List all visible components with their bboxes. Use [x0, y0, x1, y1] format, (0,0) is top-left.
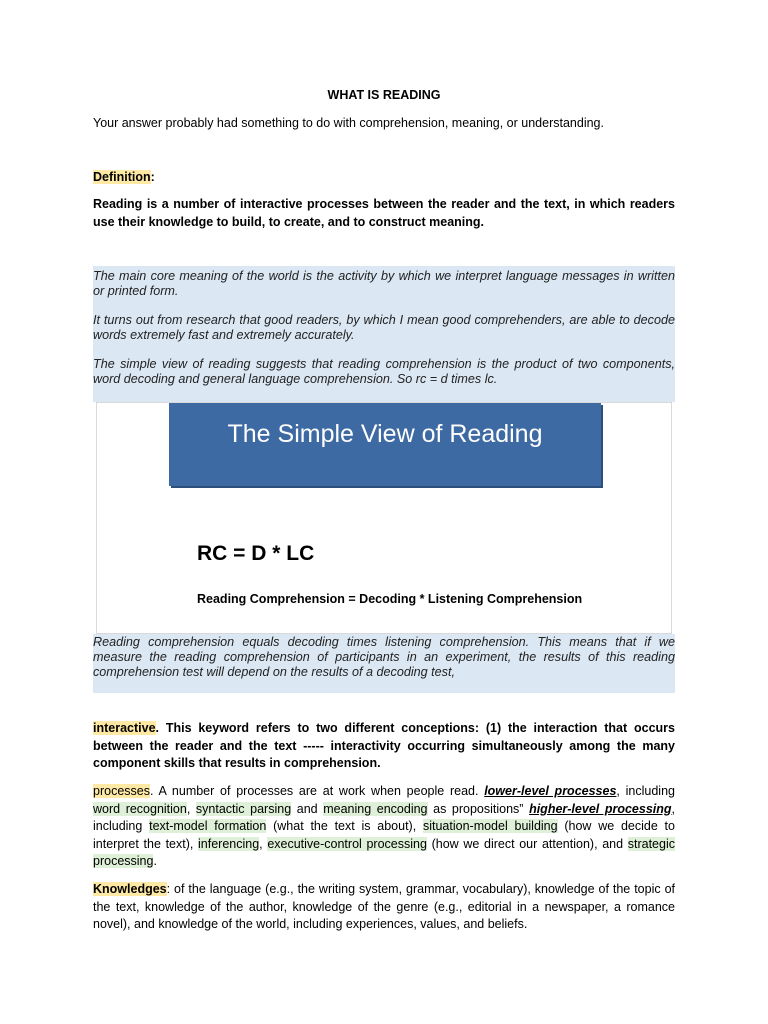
- processes-text-9: ,: [259, 836, 268, 851]
- definition-label: Definition: [93, 170, 151, 184]
- processes-text-4: and: [291, 801, 324, 816]
- syntactic-parsing: syntactic parsing: [195, 801, 292, 816]
- definition-colon: :: [150, 170, 155, 184]
- figure-banner-title: The Simple View of Reading: [227, 420, 543, 448]
- inferencing: inferencing: [198, 836, 260, 851]
- processes-text-5: as propositions”: [427, 801, 530, 816]
- higher-level-processing: higher-level processing: [529, 801, 672, 816]
- meaning-encoding: meaning encoding: [323, 801, 428, 816]
- figure-caption: Reading Comprehension = Decoding * Listening Comprehension: [197, 592, 583, 606]
- processes-term: processes: [93, 784, 150, 798]
- processes-text-6: , including: [93, 801, 676, 833]
- quote-paragraph-3: The simple view of reading suggests that reading comprehension is the product of two components, word decoding and general language comprehension. So rc = d times lc.: [93, 357, 675, 386]
- quote-paragraph-2: It turns out from research that good readers, by which I mean good comprehenders, are able to decode words extremely fast and extremely accurately.: [93, 313, 675, 342]
- knowledges-term: Knowledges: [93, 882, 167, 896]
- page-title: WHAT IS READING: [327, 88, 441, 102]
- text-model-formation: text-model formation: [149, 819, 267, 833]
- quote-paragraph-1: The main core meaning of the world is the activity by which we interpret language messages in written or printed form.: [93, 269, 675, 298]
- word-recognition: word recognition: [93, 801, 187, 816]
- figure-note-text: Reading comprehension equals decoding times listening comprehension. This means that if we measure the reading comprehension of participants in an experiment, the results of this reading comprehension test will depend on the results of a decoding test,: [93, 635, 675, 679]
- interactive-term: interactive: [93, 721, 156, 735]
- processes-text-10: (how we direct our attention), and: [426, 836, 628, 851]
- interactive-paragraph: [93, 720, 675, 773]
- processes-text-7: (what the text is about),: [266, 819, 423, 833]
- executive-control-processing: executive-control processing: [267, 836, 427, 851]
- processes-text-2: , including: [616, 784, 675, 798]
- lower-level-processes: lower-level processes: [484, 784, 617, 798]
- knowledges-text: : of the language (e.g., the writing system, grammar, vocabulary), knowledge of the topic of the text, knowledge of the author, knowledge of the genre (e.g., editorial in a newspaper, a romance novel), and knowledge of the world, including experiences, values, and beliefs.: [93, 882, 675, 931]
- quote-box: [93, 266, 675, 402]
- figure-note-box: [93, 634, 675, 693]
- processes-text-8: (how we decide to interpret the text),: [93, 819, 675, 851]
- simple-view-figure: [96, 402, 672, 634]
- definition-heading: [93, 169, 675, 187]
- intro-text: Your answer probably had something to do with comprehension, meaning, or understanding.: [93, 116, 604, 130]
- definition-text: Reading is a number of interactive processes between the reader and the text, in which readers use their knowledge to build, to create, and to construct meaning.: [93, 197, 675, 229]
- strategic-processing: strategic processing: [93, 836, 675, 868]
- figure-banner: [169, 403, 601, 486]
- processes-text-11: .: [153, 854, 157, 868]
- knowledges-paragraph: [93, 881, 675, 934]
- figure-formula: RC = D * LC: [197, 542, 315, 565]
- processes-text-1: . A number of processes are at work when people read.: [149, 784, 485, 798]
- interactive-text: . This keyword refers to two different conceptions: (1) the interaction that occurs between the reader and the text ----- interactivity occurring simultaneously among the many component skills that results in comprehension.: [93, 721, 675, 770]
- situation-model-building: situation-model building: [422, 819, 558, 833]
- processes-text-3: ,: [186, 801, 196, 816]
- processes-paragraph: [93, 783, 675, 871]
